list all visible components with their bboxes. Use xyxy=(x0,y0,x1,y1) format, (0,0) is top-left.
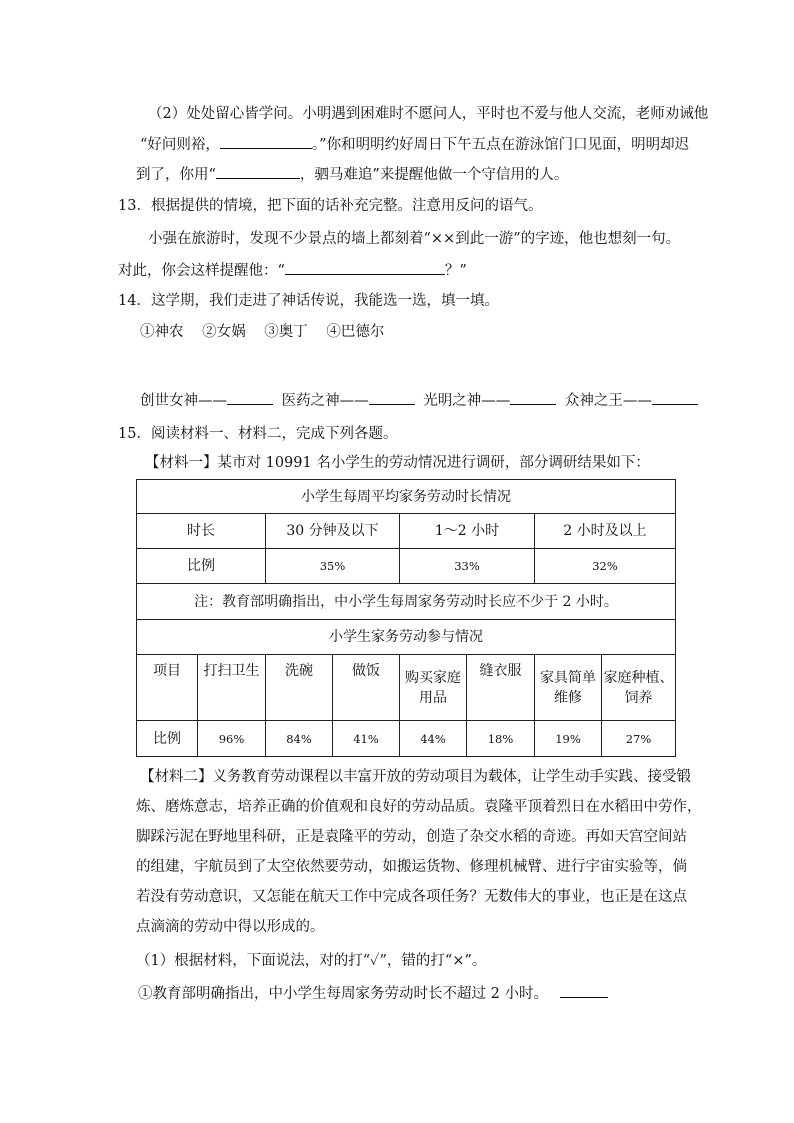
q14-blank-1[interactable] xyxy=(227,390,273,405)
table1-value-2h-plus: 32% xyxy=(535,549,676,584)
q14-fill-line xyxy=(140,390,698,411)
q13-prompt xyxy=(118,260,467,281)
q14-blank-3[interactable] xyxy=(510,390,556,405)
table1-note: 注：教育部明确指出，中小学生每周家务劳动时长应不少于 2 小时。 xyxy=(137,584,676,620)
q13-prompt-end: ？” xyxy=(444,263,467,279)
table2-header-repair: 家具简单维修 xyxy=(535,655,602,721)
table2-value-shopping: 44% xyxy=(400,721,467,757)
table2-header-dishes: 洗碗 xyxy=(266,655,333,721)
q14-blank-2[interactable] xyxy=(369,390,415,405)
q12-line3-start: 到了，你用“ xyxy=(136,167,216,183)
q12-line3 xyxy=(136,164,568,185)
q12-line2 xyxy=(140,134,689,155)
q15-sub1-item1-text: ①教育部明确指出，中小学生每周家务劳动时长不超过 2 小时。 xyxy=(138,986,548,1002)
q14-option-2: ②女娲 xyxy=(202,324,246,340)
material2-line4: 的组建，宇航员到了太空依然要劳动，如搬运货物、修理机械臂、进行宇宙实验等，倘 xyxy=(136,859,687,875)
q14-fill-label-2: 医药之神—— xyxy=(281,393,369,409)
q15-sub1-title: （1）根据材料，下面说法，对的打“✓”，错的打“×”。 xyxy=(136,953,487,969)
table2-value-planting: 27% xyxy=(602,721,676,757)
q15-sub1-item1-blank[interactable] xyxy=(560,983,608,998)
q13-prompt-start: 对此，你会这样提醒他：“ xyxy=(118,263,285,279)
table1-header-2h-plus: 2 小时及以上 xyxy=(535,514,676,549)
q12-line2-start: “好问则裕， xyxy=(140,137,220,153)
q12-blank-2[interactable] xyxy=(216,164,300,179)
q14-option-4: ④巴德尔 xyxy=(326,324,385,340)
table2-header-sewing: 缝衣服 xyxy=(467,655,535,721)
table2-header-cooking: 做饭 xyxy=(333,655,400,721)
q14-title: 14．这学期，我们走进了神话传说，我能选一选，填一填。 xyxy=(118,293,499,309)
survey-table xyxy=(136,479,676,757)
table2-value-cleaning: 96% xyxy=(198,721,266,757)
table1-value-1-2h: 33% xyxy=(400,549,535,584)
q15-title: 15．阅读材料一、材料二，完成下列各题。 xyxy=(118,426,398,442)
table2-value-dishes: 84% xyxy=(266,721,333,757)
q13-answer-blank[interactable] xyxy=(285,260,445,275)
table2-title: 小学生家务劳动参与情况 xyxy=(137,620,676,655)
q14-fill-label-1: 创世女神—— xyxy=(140,393,227,409)
table2-header-planting: 家庭种植、饲养 xyxy=(602,655,676,721)
table1-value-30min: 35% xyxy=(266,549,400,584)
q12-line2-end: 。”你和明明约好周日下午五点在游泳馆门口见面，明明却迟 xyxy=(311,137,690,153)
table1-header-duration: 时长 xyxy=(137,514,266,549)
table2-value-repair: 19% xyxy=(535,721,602,757)
material2-line6: 点滴滴的劳动中得以形成的。 xyxy=(136,919,325,935)
table2-header-cleaning: 打扫卫生 xyxy=(198,655,266,721)
table1-row-label: 比例 xyxy=(137,549,266,584)
material2-line5: 若没有劳动意识，又怎能在航天工作中完成各项任务？无数伟大的事业，也正是在这点 xyxy=(136,889,687,905)
material2-line3: 脚踩污泥在野地里科研，正是袁隆平的劳动，创造了杂交水稻的奇迹。再如天宫空间站 xyxy=(136,829,687,845)
table2-value-cooking: 41% xyxy=(333,721,400,757)
table2-header-shopping: 购买家庭用品 xyxy=(400,655,467,721)
q13-title: 13．根据提供的情境，把下面的话补充完整。注意用反问的语气。 xyxy=(118,198,543,214)
q12-line1: （2）处处留心皆学问。小明遇到困难时不愿问人，平时也不爱与他人交流，老师劝诫他 xyxy=(148,106,709,122)
q15-sub1-item1 xyxy=(138,983,608,1004)
q14-fill-label-4: 众神之王—— xyxy=(564,393,652,409)
table1-header-1-2h: 1～2 小时 xyxy=(400,514,535,549)
q14-blank-4[interactable] xyxy=(652,390,698,405)
table2-value-sewing: 18% xyxy=(467,721,535,757)
table2-row-label: 比例 xyxy=(137,721,198,757)
q14-option-3: ③奥丁 xyxy=(264,324,308,340)
material2-line1: 【材料二】义务教育劳动课程以丰富开放的劳动项目为载体，让学生动手实践、接受锻 xyxy=(140,769,691,785)
table2-header-item: 项目 xyxy=(137,655,198,721)
q15-material1-intro: 【材料一】某市对 10991 名小学生的劳动情况进行调研，部分调研结果如下： xyxy=(145,455,650,471)
material2-line2: 炼、磨炼意志，培养正确的价值观和良好的劳动品质。袁隆平顶着烈日在水稻田中劳作， xyxy=(136,799,702,815)
q14-fill-label-3: 光明之神—— xyxy=(423,393,511,409)
q14-options xyxy=(140,322,384,342)
q14-option-1: ①神农 xyxy=(140,324,184,340)
q12-blank-1[interactable] xyxy=(220,134,312,149)
table1-title: 小学生每周平均家务劳动时长情况 xyxy=(137,480,676,514)
q13-context: 小强在旅游时，发现不少景点的墙上都刻着“××到此一游”的字迹，他也想刻一句。 xyxy=(148,231,681,247)
q12-line3-end: ，驷马难追”来提醒他做一个守信用的人。 xyxy=(299,167,569,183)
table1-header-30min: 30 分钟及以下 xyxy=(266,514,400,549)
